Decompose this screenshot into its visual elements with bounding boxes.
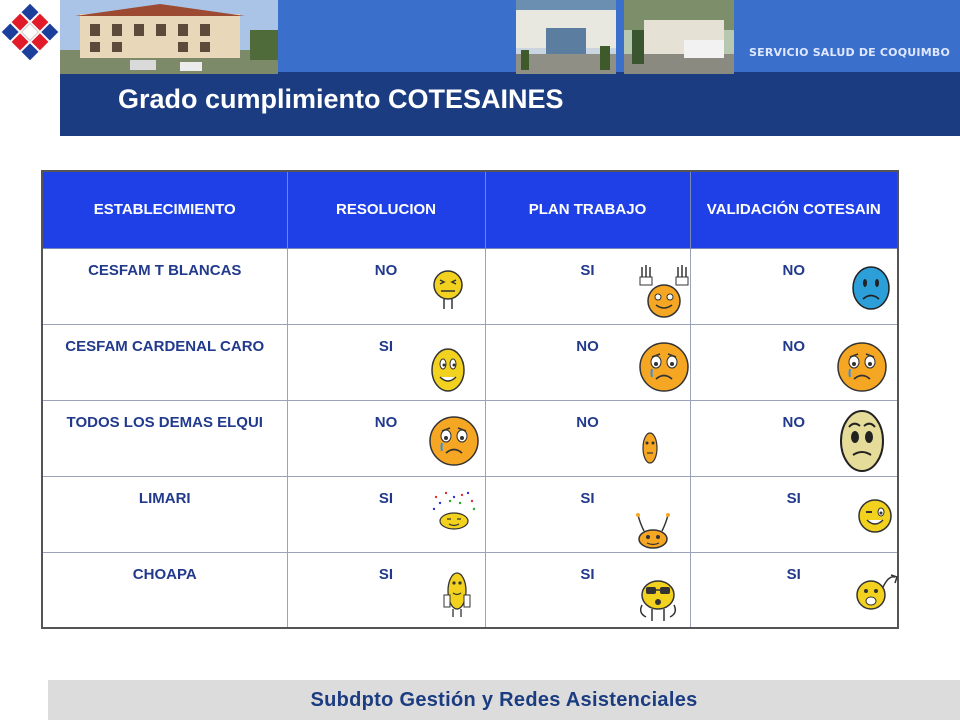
column-header-validacion: VALIDACIÓN COTESAIN: [690, 171, 898, 249]
cell-resolucion: SI: [287, 553, 485, 628]
government-logo: [0, 0, 60, 88]
table-row: [42, 401, 898, 477]
sunglasses-smiley-icon: [636, 575, 680, 623]
cell-resolucion: NO: [287, 401, 485, 477]
hospital-photo-2: [516, 0, 616, 74]
column-header-establecimiento: ESTABLECIMIENTO: [42, 171, 287, 249]
cell-establecimiento: TODOS LOS DEMAS ELQUI: [42, 401, 287, 477]
hands-up-smiley-icon: [636, 263, 692, 319]
column-header-resolucion: RESOLUCION: [287, 171, 485, 249]
cell-establecimiento: CESFAM T BLANCAS: [42, 249, 287, 325]
footer-department: Subdpto Gestión y Redes Asistenciales: [310, 689, 698, 711]
table-row: [42, 553, 898, 628]
table-header-row: [42, 171, 898, 249]
singing-smiley-icon: [855, 571, 899, 613]
confetti-smiley-icon: [432, 491, 476, 531]
cell-validacion: NO: [690, 401, 898, 477]
antenna-smiley-icon: [636, 513, 670, 549]
hospital-photo-1: [60, 0, 278, 74]
footer-bar: [48, 680, 960, 720]
cell-plan-trabajo: NO: [485, 325, 690, 401]
compliance-table: [41, 170, 899, 629]
cell-resolucion: SI: [287, 325, 485, 401]
cell-plan-trabajo: SI: [485, 477, 690, 553]
small-worried-smiley-icon: [641, 431, 659, 465]
cell-validacion: NO: [690, 249, 898, 325]
cell-establecimiento: CESFAM CARDENAL CARO: [42, 325, 287, 401]
table-row: [42, 325, 898, 401]
cell-validacion: SI: [690, 553, 898, 628]
table-row: [42, 477, 898, 553]
sick-smiley-icon: [430, 269, 466, 311]
crying-smiley-icon: [428, 415, 480, 467]
table-row: [42, 249, 898, 325]
column-header-plan-trabajo: PLAN TRABAJO: [485, 171, 690, 249]
scared-smiley-icon: [839, 409, 885, 473]
cell-establecimiento: CHOAPA: [42, 553, 287, 628]
agency-name: SERVICIO SALUD DE COQUIMBO: [749, 46, 950, 59]
smiley-icon: [430, 347, 466, 393]
cell-establecimiento: LIMARI: [42, 477, 287, 553]
crying-smiley-icon: [638, 341, 690, 393]
cell-plan-trabajo: SI: [485, 553, 690, 628]
sad-blue-smiley-icon: [851, 265, 891, 311]
cell-plan-trabajo: SI: [485, 249, 690, 325]
winking-smiley-icon: [857, 497, 893, 535]
crying-smiley-icon: [836, 341, 888, 393]
page-title: Grado cumplimiento COTESAINES: [118, 84, 564, 114]
hospital-photo-3: [624, 0, 734, 74]
thumbs-up-smiley-icon: [442, 569, 472, 619]
chile-gov-logo-icon: [0, 0, 60, 60]
cell-plan-trabajo: NO: [485, 401, 690, 477]
cell-validacion: SI: [690, 477, 898, 553]
cell-validacion: NO: [690, 325, 898, 401]
cell-resolucion: NO: [287, 249, 485, 325]
cell-resolucion: SI: [287, 477, 485, 553]
